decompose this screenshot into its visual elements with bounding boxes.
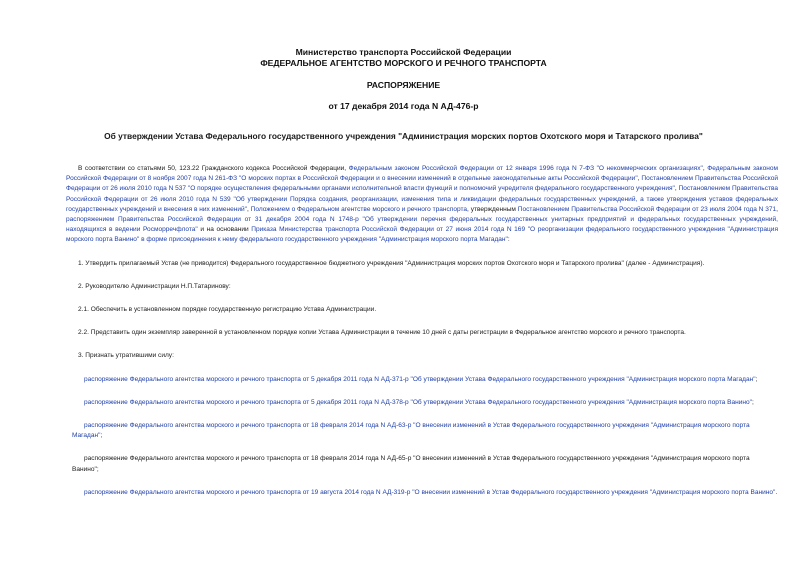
repealed-order-link[interactable]: распоряжение Федерального агентства морского и речного транспорта от 5 декабря 2011 года N АД-371-р "Об утверждении Устава Федерального государственного учреждения "Администрация морского порта Магадан" [84,375,756,383]
preamble-link[interactable]: Федеральным законом Российской Федерации от 12 января 1996 года N 7-ФЗ "О некоммерческих организациях" [348,165,703,172]
preamble-text: и на основании [197,226,252,234]
document-date: от 17 декабря 2014 года N АД-476-р [328,101,479,111]
order-item: 1. Утвердить прилагаемый Устав (не приводится) Федерального государственное бюджетного учреждения "Администрация морских портов Охотского моря и Татарского пролива" (далее - Администрация). [78,259,705,267]
preamble-text: : [507,236,510,244]
repealed-order [66,398,778,408]
preamble-text: , [246,205,251,213]
preamble-paragraph [66,164,778,246]
order-item: 2. Руководителю Администрации Н.П.Татаринову: [78,282,231,290]
repealed-order-suffix: ; [755,375,758,383]
preamble-link[interactable]: Постановлением Правительства Российской Федерации от 26 июля 2010 года N 539 "Об утверждении Порядка создания, реорганизации, изменения типа и ликвидации федеральных государственных учреждений, а также утверждения уставов федеральных государственных учреждений и внесения в них изменений" [66,185,779,213]
agency-name: ФЕДЕРАЛЬНОЕ АГЕНТСТВО МОРСКОГО И РЕЧНОГО ТРАНСПОРТА [260,58,547,68]
repealed-order-suffix: . [775,488,778,496]
preamble-text: , [702,165,708,172]
preamble-link[interactable]: Постановлением Правительства Российской Федерации от 26 июля 2010 года N 537 "О порядке осуществления федеральными органами исполнительной власти функций и полномочий учредителя федерального государственного учреждения" [66,175,779,193]
repealed-order [66,488,778,498]
order-item: 2.2. Представить один экземпляр заверенной в установленном порядке копии Устава Администрации в течение 10 дней с даты регистрации в Федеральное агентство морского и речного транспорта. [78,329,686,337]
repealed-order [66,375,778,385]
repealed-order-suffix: ; [100,432,103,440]
preamble-link[interactable]: Постановлением Правительства Российской Федерации от 23 июля 2004 года N 371 [517,205,777,213]
preamble-link[interactable]: Федеральным законом Российской Федерации от 8 ноября 2007 года N 261-ФЗ "О морских портах в Российской Федерации и о внесении изменений в отдельные законодательные акты Российской Федерации" [66,165,779,183]
preamble-text: , [776,205,778,213]
repealed-order-link[interactable]: распоряжение Федерального агентства морского и речного транспорта от 5 декабря 2011 года N АД-378-р "Об утверждении Устава Федерального государственного учреждения "Администрация морского порта Ванино" [84,398,752,406]
repealed-order-suffix: ; [96,465,99,473]
ministry-name: Министерство транспорта Российской Федерации [295,47,512,57]
preamble-text: , утвержденным [467,205,518,213]
document-type: РАСПОРЯЖЕНИЕ [366,80,441,90]
order-item: 2.1. Обеспечить в установленном порядке государственную регистрацию Устава Администрации. [78,306,377,314]
preamble-text: , [674,185,679,193]
preamble-link[interactable]: Приказа Министерства транспорта Российской Федерации от 27 июня 2014 года N 169 "О реорганизации федерального государственного учреждения "Администрация морского порта Ванино" в форме присоединения к нему федерального государственного учреждения "Администрация морского порта Магадан" [66,226,778,244]
preamble-link[interactable]: распоряжением Правительства Российской Федерации от 31 декабря 2004 года N 1748-р "Об утверждении перечня федеральных государственных унитарных предприятий и федеральных государственных учреждений, находящихся в ведении Росморречфлота" [66,216,778,234]
repealed-order-link[interactable]: распоряжение Федерального агентства морского и речного транспорта от 18 февраля 2014 года N АД-63-р "О внесении изменений в Устав Федерального государственного учреждения "Администрация морского порта Магадан" [72,422,750,440]
preamble-text: В соответствии со статьями 50, 123.22 Гражданского кодекса Российской Федерации, [78,165,349,172]
repealed-order-suffix: ; [752,398,754,406]
preamble-text: , [637,175,642,183]
document-title: Об утверждении Устава Федерального государственного учреждения "Администрация морских портов Охотского моря и Татарского пролива" [104,131,703,141]
repealed-order-text: распоряжение Федерального агентства морского и речного транспорта от 18 февраля 2014 года N АД-65-р "О внесении изменений в Устав Федерального государственного учреждения "Администрация морского порта Ванино" [72,455,750,473]
repealed-order [66,454,778,474]
preamble-link[interactable]: Положением о Федеральном агентстве морского и речного транспорта [250,205,468,213]
repealed-order [66,421,778,441]
order-item: 3. Признать утратившими силу: [78,352,174,360]
document-body [66,164,778,498]
repealed-order-link[interactable]: распоряжение Федерального агентства морского и речного транспорта от 19 августа 2014 года N АД-319-р "О внесении изменений в Устав Федерального государственного учреждения "Администрация морского порта Ванино" [84,488,776,496]
